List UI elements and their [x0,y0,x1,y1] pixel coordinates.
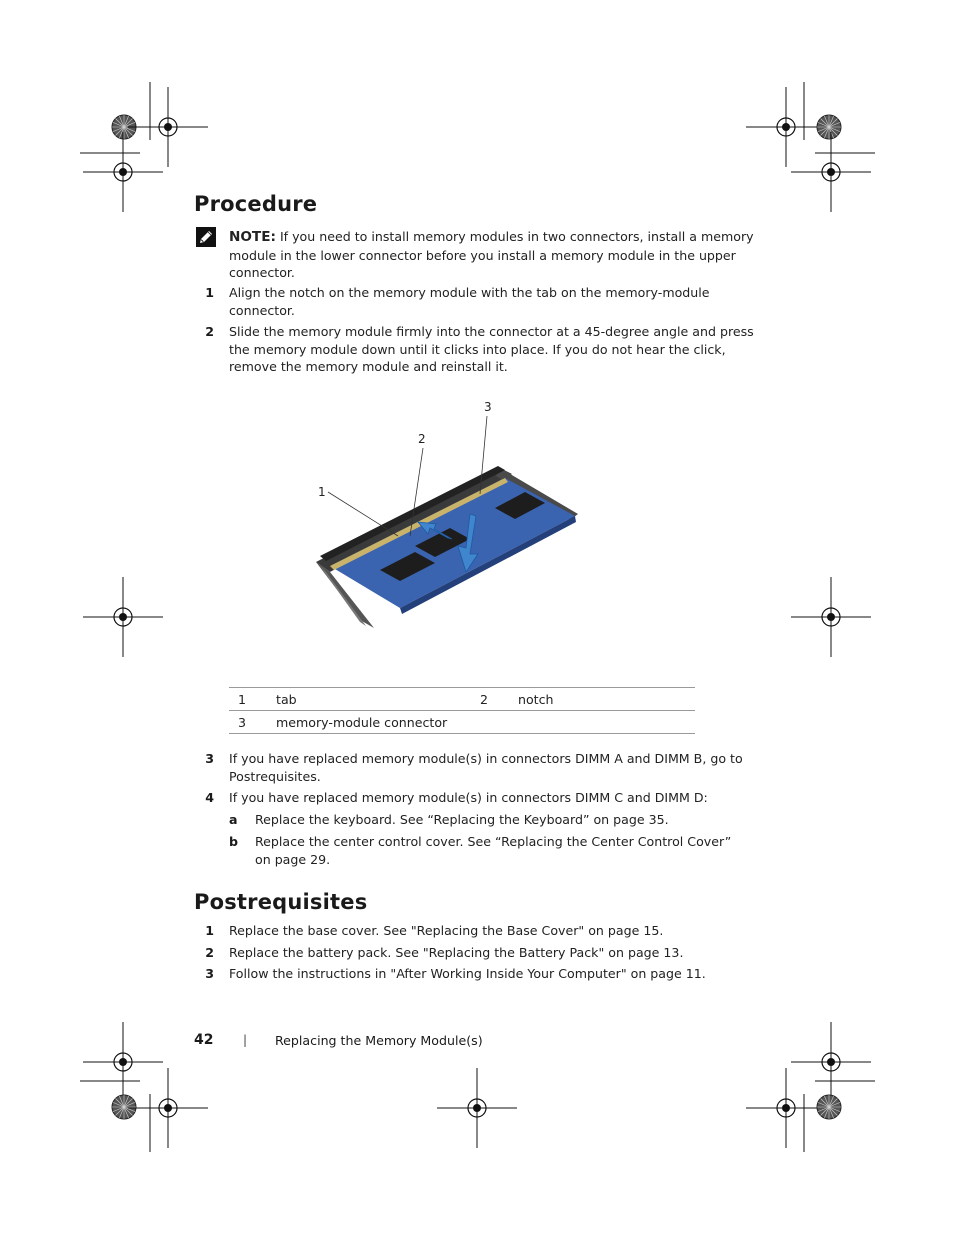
table-row [229,711,695,734]
note-text: If you need to install memory modules in two connectors, install a memory module in the lower connector before you install a memory module in the upper connector. [229,229,754,280]
step-number: 2 [205,324,214,339]
step-number: 1 [205,923,214,938]
step-number: 3 [205,966,214,981]
callout-number [471,711,518,734]
substep-text: Replace the keyboard. See “Replacing the Keyboard” on page 35. [255,812,669,827]
callout-2: 2 [418,432,426,446]
step-number: 2 [205,945,214,960]
footer-separator: | [243,1033,248,1047]
callout-number: 3 [229,711,276,734]
memory-module-illustration [300,396,590,646]
step-number: 1 [205,285,214,300]
page-number: 42 [194,1032,214,1048]
step-number: 4 [205,790,214,805]
step-text: Follow the instructions in "After Working Inside Your Computer" on page 11. [229,966,706,981]
step-text: If you have replaced memory module(s) in connectors DIMM A and DIMM B, go to Postrequisites. [229,751,743,784]
note-pencil-icon [196,227,216,247]
substep-letter: b [229,834,239,849]
step-text: Align the notch on the memory module with the tab on the memory-module connector. [229,285,710,318]
procedure-heading: Procedure [194,192,318,216]
callout-number: 1 [229,688,276,711]
substep-text: Replace the center control cover. See “Replacing the Center Control Cover” on page 29. [255,834,732,867]
callout-1: 1 [318,485,326,499]
note-block [229,228,754,282]
step-number: 3 [205,751,214,766]
footer-chapter-title: Replacing the Memory Module(s) [275,1033,483,1048]
note-label: NOTE: [229,229,276,245]
callout-legend-table [229,687,695,734]
callout-3: 3 [484,400,492,414]
callout-label: notch [518,688,695,711]
callout-label [518,711,695,734]
postrequisites-heading: Postrequisites [194,890,368,914]
callout-label: memory-module connector [276,711,471,734]
step-text: Replace the battery pack. See "Replacing the Battery Pack" on page 13. [229,945,684,960]
substep-letter: a [229,812,238,827]
step-text: If you have replaced memory module(s) in connectors DIMM C and DIMM D: [229,790,708,805]
step-text: Replace the base cover. See "Replacing the Base Cover" on page 15. [229,923,664,938]
callout-number: 2 [471,688,518,711]
callout-label: tab [276,688,471,711]
step-text: Slide the memory module firmly into the connector at a 45-degree angle and press the memory module down until it clicks into place. If you do not hear the click, remove the memory module and reinstall it. [229,324,754,374]
table-row [229,688,695,711]
